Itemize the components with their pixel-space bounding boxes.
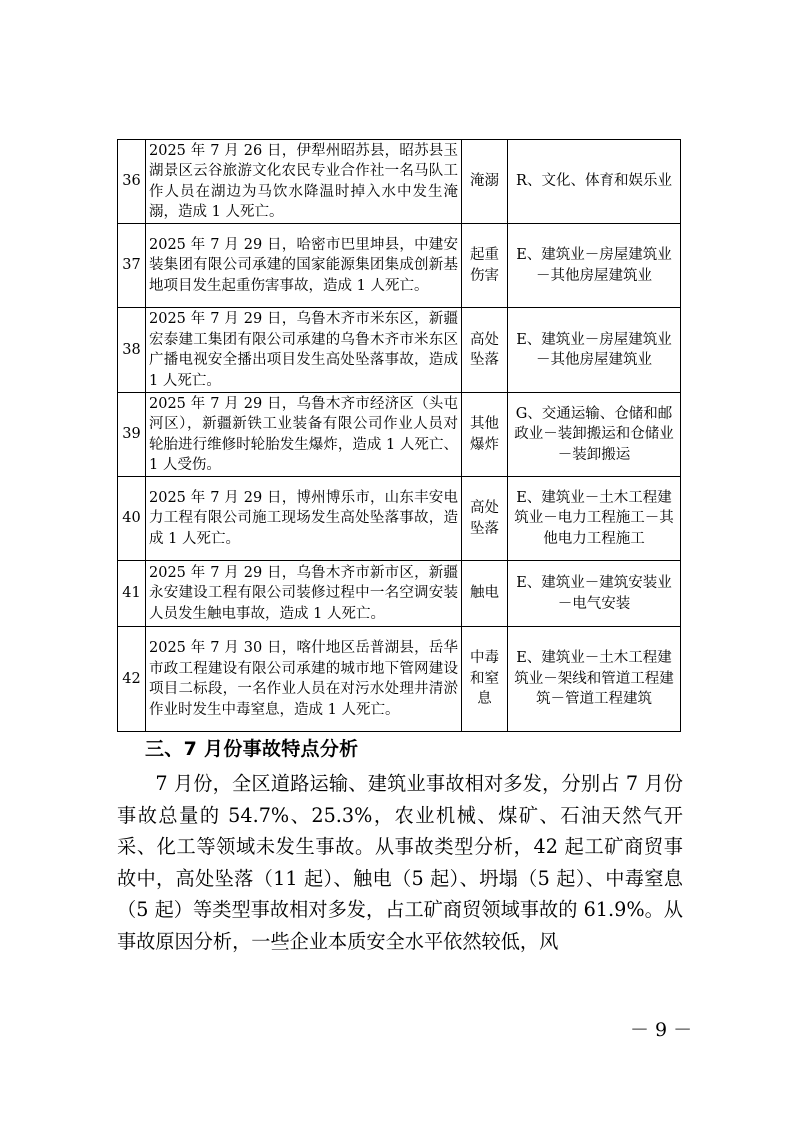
industry-category: E、建筑业－土木工程建筑业－电力工程施工－其他电力工程施工 — [508, 477, 681, 561]
page-number: － 9 － — [630, 1019, 693, 1041]
accident-description: 2025 年 7 月 29 日，哈密市巴里坤县，中建安装集团有限公司承建的国家能源集团集成创新基地项目发生起重伤害事故，造成 1 人死亡。 — [146, 224, 462, 308]
accident-description: 2025 年 7 月 29 日，博州博乐市，山东丰安电力工程有限公司施工现场发生高处坠落事故，造成 1 人死亡。 — [146, 477, 462, 561]
row-number: 41 — [118, 561, 146, 627]
row-number: 39 — [118, 393, 146, 477]
accident-table — [117, 139, 681, 732]
industry-category: E、建筑业－房屋建筑业－其他房屋建筑业 — [508, 224, 681, 308]
accident-description: 2025 年 7 月 26 日，伊犁州昭苏县，昭苏县玉湖景区云谷旅游文化农民专业合作社一名马队工作人员在湖边为马饮水降温时掉入水中发生淹溺，造成 1 人死亡。 — [146, 140, 462, 224]
accident-type: 触电 — [462, 561, 508, 627]
accident-type: 高处坠落 — [462, 308, 508, 393]
accident-description: 2025 年 7 月 29 日，乌鲁木齐市经济区（头屯河区），新疆新铁工业装备有限公司作业人员对轮胎进行维修时轮胎发生爆炸，造成 1 人死亡、1 人受伤。 — [146, 393, 462, 477]
table-row — [118, 627, 681, 732]
table-row — [118, 561, 681, 627]
row-number: 42 — [118, 627, 146, 732]
accident-description: 2025 年 7 月 30 日，喀什地区岳普湖县，岳华市政工程建设有限公司承建的城市地下管网建设项目二标段，一名作业人员在对污水处理井清淤作业时发生中毒窒息，造成 1 人死亡。 — [146, 627, 462, 732]
industry-category: E、建筑业－房屋建筑业－其他房屋建筑业 — [508, 308, 681, 393]
accident-type: 淹溺 — [462, 140, 508, 224]
accident-description: 2025 年 7 月 29 日，乌鲁木齐市新市区，新疆永安建设工程有限公司装修过程中一名空调安装人员发生触电事故，造成 1 人死亡。 — [146, 561, 462, 627]
industry-category: R、文化、体育和娱乐业 — [508, 140, 681, 224]
accident-type: 其他爆炸 — [462, 393, 508, 477]
industry-category: E、建筑业－建筑安装业－电气安装 — [508, 561, 681, 627]
accident-type: 高处坠落 — [462, 477, 508, 561]
industry-category: G、交通运输、仓储和邮政业－装卸搬运和仓储业－装卸搬运 — [508, 393, 681, 477]
row-number: 37 — [118, 224, 146, 308]
table-row — [118, 477, 681, 561]
table-row — [118, 393, 681, 477]
table-row — [118, 308, 681, 393]
table-row — [118, 224, 681, 308]
section-heading: 三、7 月份事故特点分析 — [145, 738, 359, 760]
row-number: 40 — [118, 477, 146, 561]
accident-type: 起重伤害 — [462, 224, 508, 308]
row-number: 36 — [118, 140, 146, 224]
row-number: 38 — [118, 308, 146, 393]
accident-type: 中毒和窒息 — [462, 627, 508, 732]
table-row — [118, 140, 681, 224]
accident-description: 2025 年 7 月 29 日，乌鲁木齐市米东区，新疆宏泰建工集团有限公司承建的乌鲁木齐市米东区广播电视安全播出项目发生高处坠落事故，造成 1 人死亡。 — [146, 308, 462, 393]
analysis-paragraph: 7 月份，全区道路运输、建筑业事故相对多发，分别占 7 月份事故总量的 54.7%、25.3%，农业机械、煤矿、石油天然气开采、化工等领域未发生事故。从事故类型分析，42 起工矿商贸事故中，高处坠落（11 起）、触电（5 起）、坍塌（5 起）、中毒窒息（5 起）等类型事故相对多发，占工矿商贸领域事故的 61.9%。从事故原因分析，一些企业本质安全水平依然较低，风 — [117, 772, 683, 953]
industry-category: E、建筑业－土木工程建筑业－架线和管道工程建筑－管道工程建筑 — [508, 627, 681, 732]
